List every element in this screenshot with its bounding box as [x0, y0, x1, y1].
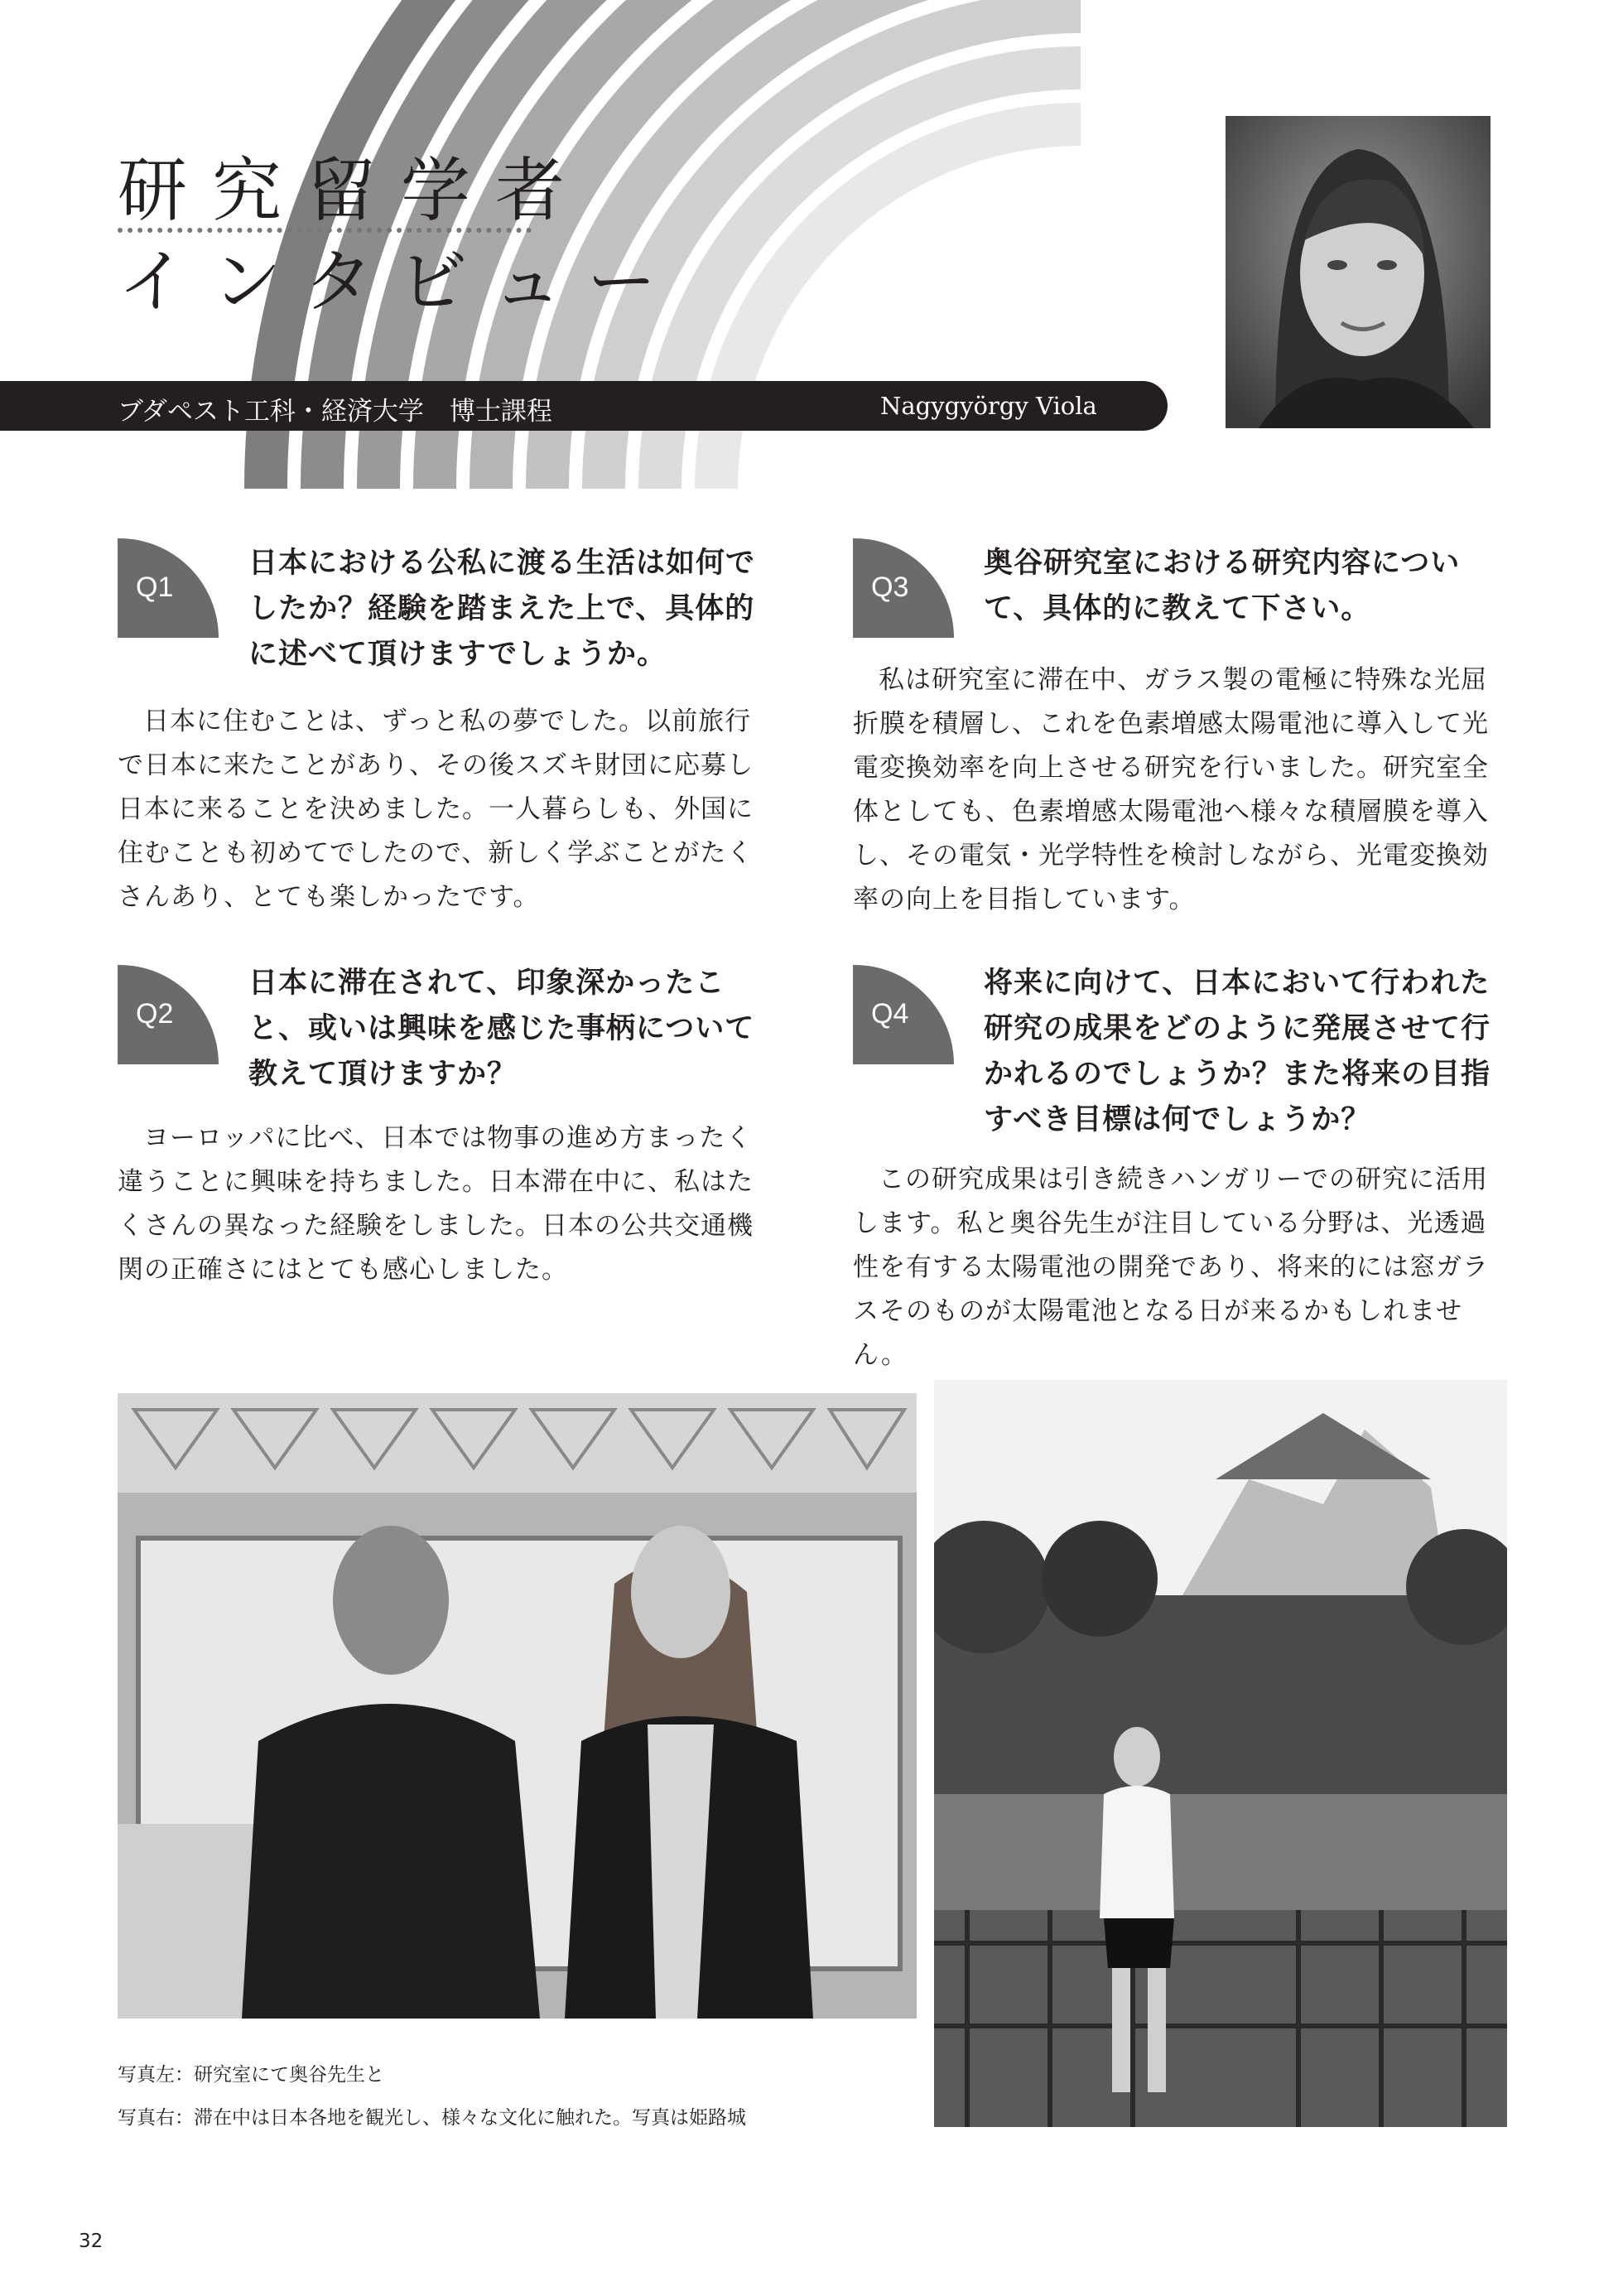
q2-question: 日本に滞在されて、印象深かったこと、或いは興味を感じた事柄について教えて頂けますか？ [248, 967, 755, 1091]
q4-label-tab [853, 965, 954, 1064]
lab-photo [118, 1393, 917, 2019]
q4-answer: この研究成果は引き続きハンガリーでの研究に活用します。私と奥谷先生が注目している分野は、光透過性を有する太陽電池の開発であり、将来的には窓ガラスそのものが太陽電池となる日が来るかもしれません。 [853, 1165, 1489, 1370]
title-divider [118, 228, 532, 233]
q1-label-tab [118, 538, 219, 638]
q2-label: Q2 [136, 998, 174, 1030]
page-title-line1: 研究留学者 [118, 150, 590, 231]
q3-answer: 私は研究室に滞在中、ガラス製の電極に特殊な光屈折膜を積層し、これを色素増感太陽電池に導入して光電変換効率を向上させる研究を行いました。研究室全体としても、色素増感太陽電池へ様々な積層膜を導入し、その電気・光学特性を検討しながら、光電変換効率の向上を目指しています。 [853, 665, 1489, 914]
q3-label: Q3 [871, 572, 909, 603]
portrait-photo [1226, 116, 1491, 428]
page-title-line2: インタビュー [118, 241, 681, 322]
q4-question: 将来に向けて、日本において行われた研究の成果をどのように発展させて行かれるのでしょうか？また将来の目指すべき目標は何でしょうか？ [984, 967, 1491, 1136]
q3-label-tab [853, 538, 954, 638]
q2-label-tab [118, 965, 219, 1064]
affiliation-band [0, 381, 1168, 431]
castle-photo [934, 1380, 1507, 2127]
caption-right: 写真右：滞在中は日本各地を観光し、様々な文化に触れた。写真は姫路城 [118, 2107, 746, 2129]
q1-label: Q1 [136, 572, 174, 603]
q2-answer: ヨーロッパに比べ、日本では物事の進め方まったく違うことに興味を持ちました。日本滞在中に、私はたくさんの異なった経験をしました。日本の公共交通機関の正確さにはとても感心しました。 [118, 1123, 754, 1285]
researcher-name: Nagygyörgy Viola [880, 392, 1097, 420]
q3-question: 奥谷研究室における研究内容について、具体的に教えて下さい。 [984, 547, 1461, 625]
q4-label: Q4 [871, 998, 909, 1030]
q1-question: 日本における公私に渡る生活は如何でしたか？経験を踏まえた上で、具体的に述べて頂けますでしょうか。 [248, 547, 756, 671]
page-number: 32 [79, 2231, 104, 2252]
caption-left: 写真左：研究室にて奥谷先生と [118, 2064, 384, 2086]
affiliation-text: ブダペスト工科・経済大学 博士課程 [118, 397, 552, 427]
q1-answer: 日本に住むことは、ずっと私の夢でした。以前旅行で日本に来たことがあり、その後スズキ財団に応募し日本に来ることを決めました。一人暮らしも、外国に住むことも初めてでしたので、新しく学ぶことがたくさんあり、とても楽しかったです。 [118, 707, 754, 912]
